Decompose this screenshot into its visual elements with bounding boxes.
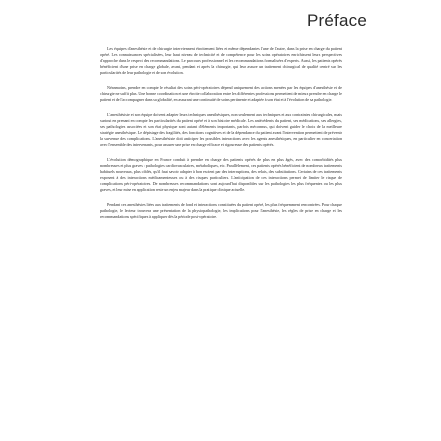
paragraph-5: Pendant ces anesthésies liées aux traitements de fond et interactions constituées du patient opéré, les plus fréquemment rencontrées. Pour chaque pathologie, le lecteur trouvera une présentation de la physiopathologie, les implications pour l'anesthésie, les règles de prise en charge et les recommandations spécifiques à appliquer dès la période post-opératoire. (100, 202, 342, 219)
paragraph-3: L'anesthésiste et son équipe doivent adapter leurs techniques anesthésiques, non seulement aux techniques et aux contraintes chirurgicales, mais surtout en prenant en compte les particularités du patient opéré et à son histoire médicale. Les antécédents du patient, ses médications, ses allergies, ses pathologies associées et son état physique sont autant d'éléments importants, parfois méconnus, qui doivent guider le choix de la meilleure stratégie anesthésique. Le dépistage des fragilités, des fonctions cognitives et de la dépendance du patient avant l'intervention permettent de prévenir la survenue des complications. L'anesthésiste doit anticiper les possibles interactions avec les agents anesthésiques, en particulier en concertation avec l'ensemble des intervenants, pour assurer une prise en charge efficace et rigoureuse des patients opérés. (100, 112, 342, 147)
paragraph-1: Les équipes d'anesthésie et de chirurgie interviennent étroitement liées et même dépendantes l'une de l'autre, dans la prise en charge du patient opéré. Les connaissances spécialisées, leur haut niveau de technicité et de compétence pour les soins opératoires enrichissent leurs perspectives d'approche dans le respect des recommandations. Le parcours professionnel et les recommandations formalisées d'experts. Aussi, les patients opérés bénéficient d'une prise en charge globale, avant, pendant et après la chirurgie, qui leur assure un traitement chirurgical de qualité centré sur les particularités de leur pathologie et de son évolution. (100, 46, 342, 75)
page-title: Préface (307, 11, 367, 30)
preface-body (100, 46, 342, 229)
paragraph-4: L'évolution démographique en France conduit à prendre en charge des patients opérés de plus en plus âgés, avec des comorbidités plus nombreuses et plus graves : pathologies cardiovasculaires, métaboliques, etc. Parallèlement, ces patients opérés bénéficient de nombreux traitements habituels nouveaux, plus ciblés, qu'il faut savoir adapter à bon escient par des interruptions, des relais, des substitutions. Certains de ces traitements exposent à des interactions médicamenteuses ou à des risques particuliers. L'anticipation de ces interactions permet de limiter le risque de complications péri-opératoires. De nombreuses recommandations sont aujourd'hui disponibles sur les pathologies les plus fréquentes ou les plus graves, et leur mise en application reste un enjeu majeur dans la pratique clinique actuelle. (100, 157, 342, 192)
paragraph-2: Néanmoins, prendre en compte le résultat des soins péri-opératoires dépend uniquement des actions menées par les équipes d'anesthésie et de chirurgie ne suffit plus. Une bonne coordination et une étroite collaboration entre les différentes professions permettent de mieux prendre en charge le patient et de l'accompagner dans sa globalité, en assurant une continuité de soins pertinente et adaptée à son état et à l'évolution de sa pathologie. (100, 85, 342, 102)
